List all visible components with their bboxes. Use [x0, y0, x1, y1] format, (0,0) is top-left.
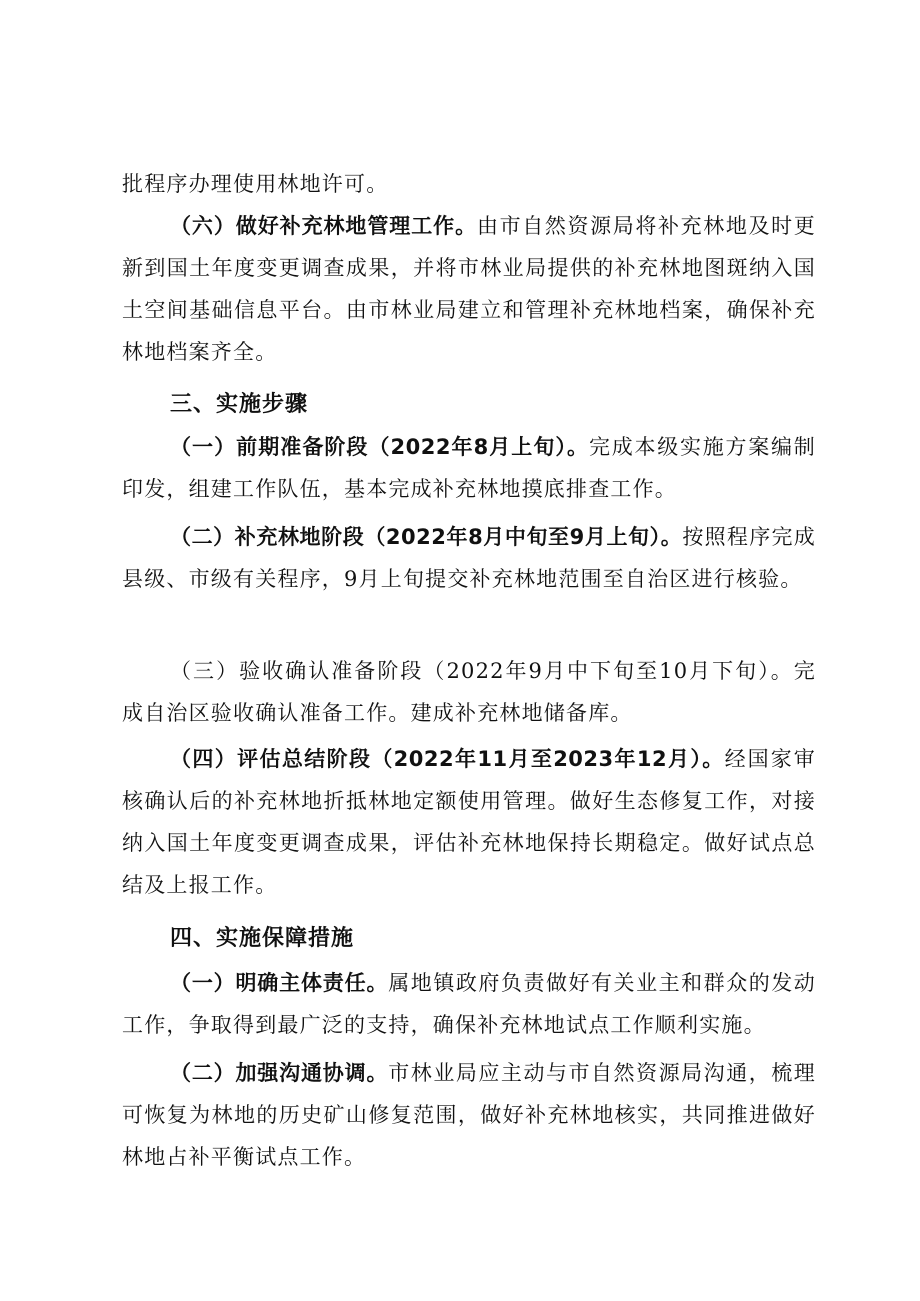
paragraph-preparation-stage [122, 426, 816, 510]
paragraph-coordination [122, 1052, 816, 1178]
paragraph-text: （三）验收确认准备阶段（2022年9月中下旬至10月下旬）。完成自治区验收确认准备工作。建成补充林地储备库。 [122, 659, 816, 725]
paragraph-text: 属地镇政府负责做好有关业主和群众的发动工作，争取得到最广泛的支持，确保补充林地试点工作顺利实施。 [122, 971, 816, 1037]
paragraph-lead: （二）补充林地阶段（2022年8月中旬至9月上旬）。 [170, 525, 683, 549]
paragraph-continuation [122, 163, 816, 205]
paragraph-text: 市林业局应主动与市自然资源局沟通，梳理可恢复为林地的历史矿山修复范围，做好补充林地核实，共同推进做好林地占补平衡试点工作。 [122, 1061, 816, 1169]
paragraph-text: 由市自然资源局将补充林地及时更新到国土年度变更调查成果，并将市林业局提供的补充林地图斑纳入国土空间基础信息平台。由市林业局建立和管理补充林地档案，确保补充林地档案齐全。 [122, 214, 816, 364]
paragraph-lead: （一）明确主体责任。 [170, 971, 389, 995]
paragraph-evaluation-stage [122, 738, 816, 906]
paragraph-text: 批程序办理使用林地许可。 [122, 172, 389, 196]
section-heading-implementation-steps: 三、实施步骤 [170, 392, 309, 417]
paragraph-text: 完成本级实施方案编制印发，组建工作队伍，基本完成补充林地摸底排查工作。 [122, 435, 817, 501]
section-heading-safeguard-measures: 四、实施保障措施 [170, 926, 355, 951]
paragraph-lead: （二）加强沟通协调。 [170, 1061, 389, 1085]
paragraph-supplementary-forest-management [122, 205, 816, 373]
paragraph-responsibility [122, 962, 816, 1046]
paragraph-supplement-stage [122, 516, 816, 600]
paragraph-text: 按照程序完成县级、市级有关程序，9月上旬提交补充林地范围至自治区进行核验。 [122, 525, 816, 591]
paragraph-lead: （四）评估总结阶段（2022年11月至2023年12月）。 [170, 747, 725, 771]
paragraph-text: 经国家审核确认后的补充林地折抵林地定额使用管理。做好生态修复工作，对接纳入国土年度变更调查成果，评估补充林地保持长期稳定。做好试点总结及上报工作。 [122, 747, 816, 897]
paragraph-lead: （六）做好补充林地管理工作。 [170, 214, 477, 238]
paragraph-acceptance-stage [122, 650, 816, 734]
paragraph-lead: （一）前期准备阶段（2022年8月上旬）。 [170, 435, 590, 459]
